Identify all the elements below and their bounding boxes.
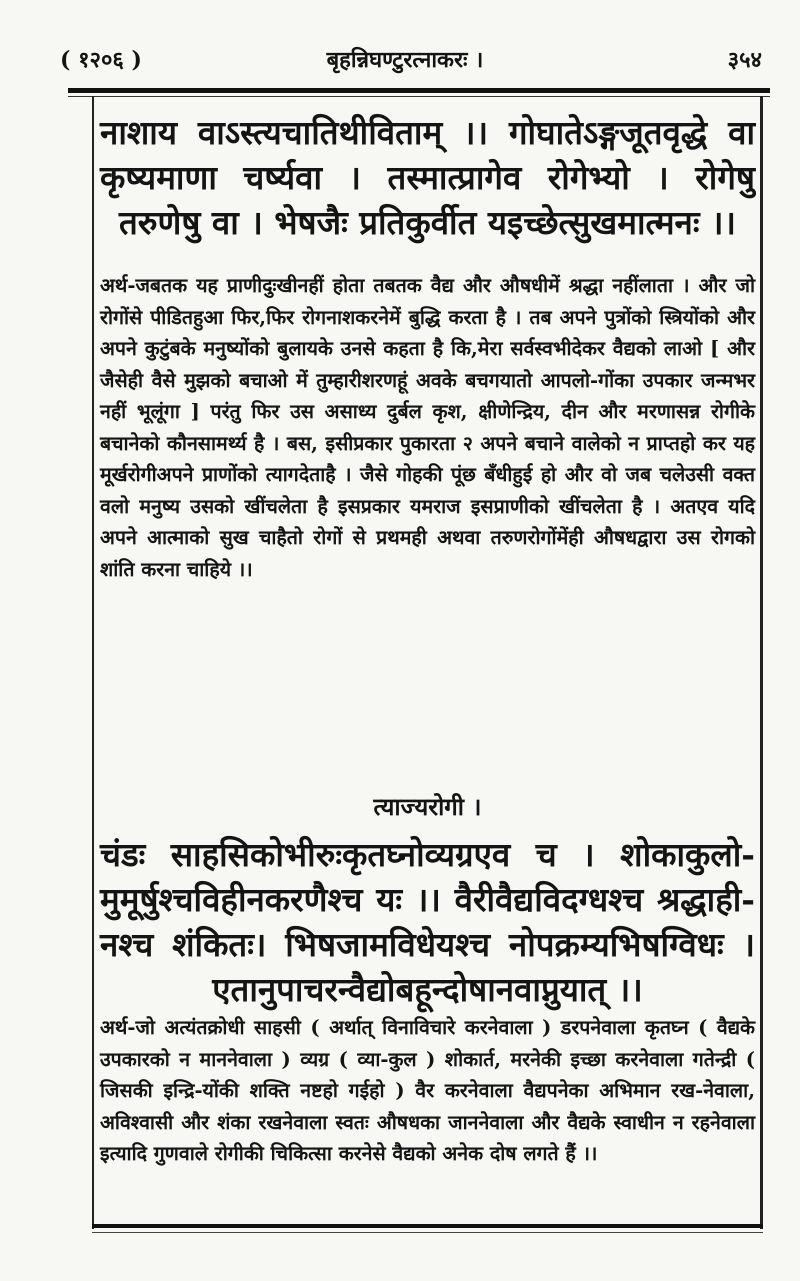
top-rule <box>68 88 770 93</box>
commentary-block-1: अर्थ-जबतक यह प्राणीदुःखीनहीं होता तबतक वैद्य और औषधीमें श्रद्धा नहींलाता । और जो रोगोंसे पीडितहुआ फिर,फिर रोगनाशकरनेमें बुद्धि करता है । तब अपने पुत्रोंको स्त्रियोंको और अपने कुटुंबके मनुष्योंको बुलायके उनसे कहता है कि,मेरा सर्वस्वभीदेकर वैद्यको लाओ [ और जैसेही वैसे मुझको बचाओ में तुम्हारीशरणहूं अवके बचगयातो आपलो-गोंका उपकार जन्मभर नहीं भूलूंगा ] परंतु फिर उस असाध्य दुर्बल कृश, क्षीणेन्द्रिय, दीन और मरणासन्न रोगीके बचानेको कौनसामर्थ्य है । बस, इसीप्रकार पुकारता २ अपने बचाने वालेको न प्राप्तहो कर यह मूर्खरोगीअपने प्राणोंको त्यागदेताहै । जैसे गोहकी पूंछ बँधीहुई हो और वो जब चलेउसी वक्त वलो मनुष्य उसको खींचलेता है इसप्रकार यमराज इसप्राणीको खींचलेता है । अतएव यदि अपने आत्माको सुख चाहैतो रोगों से प्रथमही अथवा तरुणरोगोंमेंही औषधद्वारा उस रोगको शांति करना चाहिये ।। <box>100 274 755 581</box>
right-frame-rule <box>760 96 763 1229</box>
section-heading: त्याज्यरोगी । <box>373 792 482 821</box>
page-header <box>40 40 770 80</box>
page-number-right: ३५४ <box>727 47 762 73</box>
running-title: बृहन्निघण्टुरत्नाकरः । <box>326 47 484 73</box>
left-frame-rule <box>92 96 94 1229</box>
top-rule-thin <box>68 96 770 97</box>
verse-block-2: चंडः साहसिकोभीरुःकृतघ्नोव्यग्रएव च । शोकाकुलो-मुमूर्षुश्चविहीनकरणैश्च यः ।। वैरीवैद्यविदग्धश्च श्रद्धाही-नश्च शंकितः। भिषजामविधेयश्च नोपक्रम्यभिषग्विधः । एतानुपाचरन्वैद्योबहून्दोषानवाप्नुयात् ।। <box>100 835 755 1009</box>
page-number-left: ( १२०६ ) <box>60 47 142 73</box>
bottom-rule <box>92 1224 763 1228</box>
commentary-block-2: अर्थ-जो अत्यंतक्रोधी साहसी ( अर्थात् विनाविचारे करनेवाला ) डरपनेवाला कृतघ्न ( वैद्यके उपकारको न माननेवाला ) व्यग्र ( व्या-कुल ) शोकार्त, मरनेकी इच्छा करनेवाला गतेन्द्री ( जिसकी इन्द्रि-योंकी शक्ति नष्टहो गईहो ) वैर करनेवाला वैद्यपनेका अभिमान रख-नेवाला, अविश्वासी और शंका रखनेवाला स्वतः औषधका जाननेवाला और वैद्यके स्वाधीन न रहनेवाला इत्यादि गुणवाले रोगीकी चिकित्सा करनेसे वैद्यको अनेक दोष लगते हैं ।। <box>100 1016 755 1165</box>
verse-block-1: नाशाय वाऽस्त्यचातिथीविताम् ।। गोघातेऽङ्गजूतवृद्धे वा कृष्यमाणा चर्ष्यवा । तस्मात्प्रागेव रोगेभ्यो । रोगेषु तरुणेषु वा । भेषजैः प्रतिकुर्वीत यइच्छेत्सुखमात्मनः ।। <box>100 113 755 242</box>
bottom-rule-thin <box>92 1232 763 1233</box>
